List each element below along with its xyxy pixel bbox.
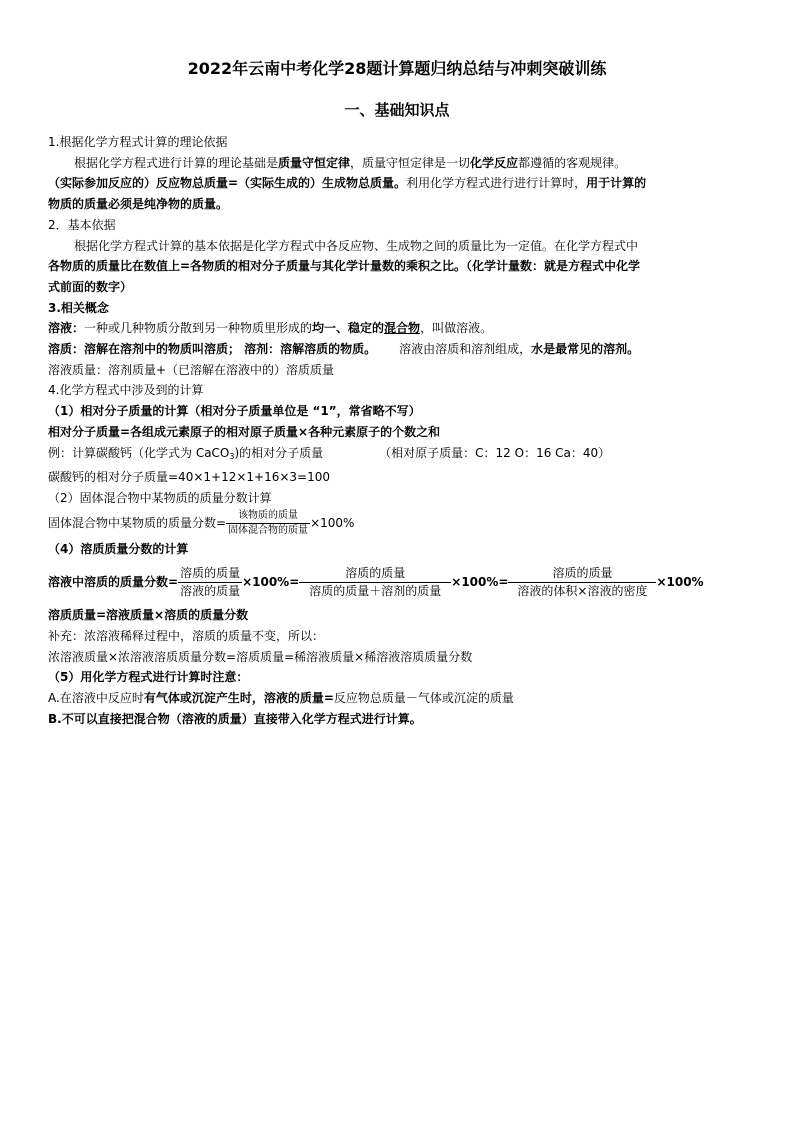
s4-part1-heading: （1）相对分子质量的计算（相对分子质量单位是 “1”，常省略不写）	[48, 404, 421, 419]
fraction-numerator: 溶质的质量	[178, 565, 242, 583]
s4-atomic-masses: （相对原子质量：C：12 O：16 Ca：40）	[379, 445, 611, 460]
s3-solution-b: 均一、稳定的	[312, 321, 385, 336]
s1-text-reaction: 化学反应	[470, 155, 519, 170]
s1-text-a: 根据化学方程式进行计算的理论基础是	[74, 155, 279, 170]
s4-part4-tail-1: ×100%=	[242, 575, 300, 589]
s1-text-c: ，质量守恒定律是一切	[350, 155, 471, 170]
s3-solute-solvent	[48, 339, 748, 360]
s4-example-a: 例：计算碳酸钙（化学式为 CaCO	[48, 445, 230, 460]
s4-part4-fraction-3	[508, 565, 656, 600]
s4-part4-tail-3: ×100%	[656, 575, 704, 589]
s1-heading: 1.根据化学方程式计算的理论依据	[48, 135, 228, 149]
s4-part5-heading: （5）用化学方程式进行计算时注意：	[48, 670, 249, 685]
s4-part1-rule: 相对分子质量=各组成元素原子的相对原子质量×各种元素原子的个数之和	[48, 424, 441, 439]
fraction-denominator: 溶质的质量＋溶剂的质量	[309, 583, 442, 598]
fraction-denominator: 溶液的体积×溶液的密度	[517, 583, 648, 598]
s1-paragraph-line2	[48, 173, 748, 194]
s3-solution-mass: 溶液质量：溶剂质量+（已溶解在溶液中的）溶质质量	[48, 362, 335, 377]
section-heading: 一、基础知识点	[344, 101, 450, 119]
s3-solution-definition	[48, 318, 748, 339]
s4-example-b: )的相对分子质量	[234, 445, 324, 460]
s1-paragraph-line3: 物质的质量必须是纯净物的质量。	[48, 197, 229, 212]
s1-text-law: 质量守恒定律	[278, 155, 351, 170]
s3-solution-label: 溶液：	[48, 321, 85, 336]
s1-paragraph-line1	[48, 153, 748, 174]
fraction-denominator: 固体混合物的质量	[228, 525, 309, 537]
s4-part2-heading: （2）固体混合物中某物质的质量分数计算	[48, 490, 272, 505]
s3-heading: 3.相关概念	[48, 300, 109, 315]
s4-part2-lhs: 固体混合物中某物质的质量分数=	[48, 516, 227, 531]
s3-solution-c: 混合物	[384, 321, 421, 336]
s4-point-a-3: 反应物总质量－气体或沉淀的质量	[333, 691, 514, 706]
s4-part2-formula	[48, 509, 748, 539]
s4-point-a-1: A.在溶液中反应时	[48, 691, 144, 706]
s4-supplement: 补充：浓溶液稀释过程中，溶质的质量不变，所以：	[48, 629, 325, 644]
s4-part5-point-a	[48, 688, 748, 709]
s1-text-g: 利用化学方程式进行进行计算时，	[406, 176, 587, 191]
s4-part4-tail-2: ×100%=	[451, 575, 509, 589]
s2-paragraph-line2: 各物质的质量比在数值上=各物质的相对分子质量与其化学计量数的乘积之比。（化学计量数：就是方程式中化学	[48, 259, 641, 274]
fraction-numerator: 该物质的质量	[226, 509, 310, 524]
s4-part4-fraction-1	[178, 565, 242, 600]
s4-part4-formula	[48, 559, 748, 605]
s4-point-a-2: 有气体或沉淀产生时，溶液的质量=	[143, 691, 334, 706]
s4-part1-example	[48, 443, 748, 468]
s4-example-subscript: 3	[229, 451, 235, 461]
s4-part4-fraction-2	[299, 565, 451, 600]
s2-heading: 2．基本依据	[48, 217, 116, 232]
s4-heading: 4.化学方程式中涉及到的计算	[48, 383, 204, 398]
s4-part4-lhs: 溶液中溶质的质量分数=	[48, 575, 179, 589]
document-title: 2022年云南中考化学28题计算题归纳总结与冲刺突破训练	[187, 59, 607, 78]
s3-composed-a: 溶液由溶质和溶剂组成，	[399, 342, 532, 357]
s3-composed-b: 水是最常见的溶剂。	[531, 342, 640, 357]
fraction-denominator: 溶液的质量	[180, 583, 241, 598]
s4-part4-heading: （4）溶质质量分数的计算	[48, 541, 189, 556]
s4-part4-rule: 溶质质量=溶液质量×溶质的质量分数	[48, 608, 249, 623]
s1-text-e: 都遵循的客观规律。	[518, 155, 627, 170]
s3-solute-text: 溶质：溶解在溶剂中的物质叫溶质； 溶剂：溶解溶质的物质。	[48, 342, 377, 357]
fraction-numerator: 溶质的质量	[508, 565, 656, 583]
s4-part1-answer: 碳酸钙的相对分子质量=40×1+12×1+16×3=100	[48, 470, 331, 485]
s2-paragraph-line3: 式前面的数字）	[48, 279, 133, 294]
s4-part2-tail: ×100%	[310, 516, 355, 531]
s4-supplement-equation: 浓溶液质量×浓溶液溶质质量分数=溶质质量=稀溶液质量×稀溶液溶质质量分数	[48, 649, 473, 664]
s1-text-h: 用于计算的	[586, 176, 647, 191]
fraction-numerator: 溶质的质量	[299, 565, 451, 583]
s3-solution-a: 一种或几种物质分散到另一种物质里形成的	[84, 321, 313, 336]
s1-text-mass-equation: （实际参加反应的）反应物总质量=（实际生成的）生成物总质量。	[48, 176, 407, 191]
document-body	[48, 132, 748, 730]
s4-part5-point-b: B.不可以直接把混合物（溶液的质量）直接带入化学方程式进行计算。	[48, 711, 422, 726]
s3-solution-d: ，叫做溶液。	[420, 321, 493, 336]
s2-paragraph-line1: 根据化学方程式计算的基本依据是化学方程式中各反应物、生成物之间的质量比为一定值。在化学方程式中	[74, 238, 639, 253]
s4-part2-fraction	[226, 509, 310, 538]
